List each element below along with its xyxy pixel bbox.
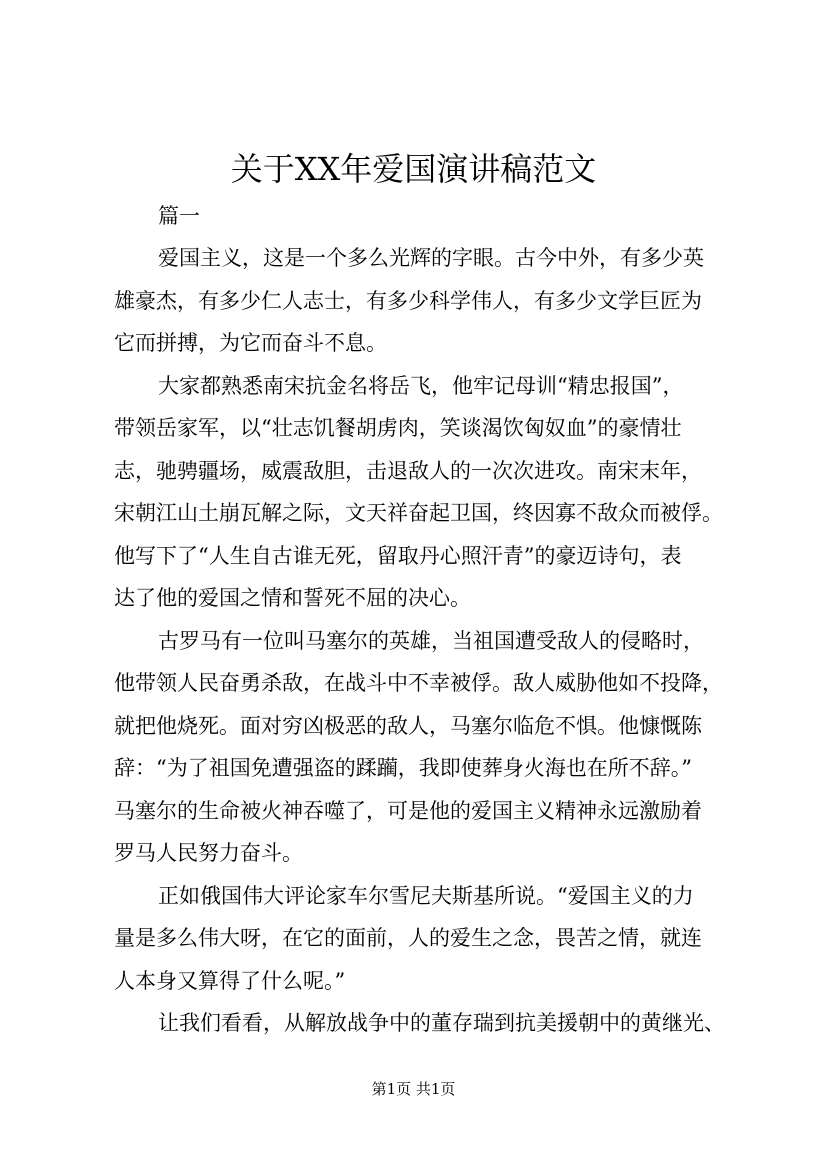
paragraph-line: 人本身又算得了什么呢。” xyxy=(114,968,346,993)
paragraph-line: 达了他的爱国之情和誓死不屈的决心。 xyxy=(114,586,471,610)
paragraph-line: 马塞尔的生命被火神吞噬了，可是他的爱国主义精神永远激励着 xyxy=(114,798,702,823)
paragraph-line: 他带领人民奋勇杀敌，在战斗中不幸被俘。敌人威胁他如不投降， xyxy=(114,671,723,695)
paragraph-line: 让我们看看，从解放战争中的董存瑞到抗美援朝中的黄继光、 xyxy=(158,1011,725,1035)
paragraph-line: 它而拼搏，为它而奋斗不息。 xyxy=(114,331,387,355)
paragraph-line: 古罗马有一位叫马塞尔的英雄，当祖国遭受敌人的侵略时， xyxy=(158,628,704,653)
paragraph-line: 罗马人民努力奋斗。 xyxy=(114,841,303,865)
paragraph-line: 爱国主义，这是一个多么光辉的字眼。古今中外，有多少英 xyxy=(158,246,704,270)
paragraph-line: 他写下了“人生自古谁无死，留取丹心照汗青”的豪迈诗句，表 xyxy=(114,543,682,568)
paragraph-line: 带领岳家军，以“壮志饥餐胡虏肉，笑谈渴饮匈奴血”的豪情壮 xyxy=(114,416,682,440)
paragraph-line: 量是多么伟大呀，在它的面前，人的爱生之念，畏苦之情，就连 xyxy=(114,926,702,950)
paragraph-line: 辞：“为了祖国免遭强盗的蹂躏，我即使葬身火海也在所不辞。” xyxy=(114,756,692,780)
paragraph-line: 就把他烧死。面对穷凶极恶的敌人，马塞尔临危不惧。他慷慨陈 xyxy=(114,713,702,738)
page-footer: 第1页 共1页 xyxy=(371,1080,456,1098)
paragraph-line: 正如俄国伟大评论家车尔雪尼夫斯基所说。“爱国主义的力 xyxy=(158,883,694,908)
paragraph-line: 雄豪杰，有多少仁人志士，有多少科学伟人，有多少文学巨匠为 xyxy=(114,288,702,313)
document-title: 关于XX年爱国演讲稿范文 xyxy=(230,150,597,188)
paragraph-line: 宋朝江山土崩瓦解之际，文天祥奋起卫国，终因寡不敌众而被俘。 xyxy=(114,501,723,525)
document-body xyxy=(114,195,734,1045)
paragraph-line: 大家都熟悉南宋抗金名将岳飞，他牢记母训“精忠报国”， xyxy=(158,373,684,398)
paragraph-line: 志，驰骋疆场，威震敌胆，击退敌人的一次次进攻。南宋末年， xyxy=(114,458,702,483)
section-heading: 篇一 xyxy=(158,204,200,228)
